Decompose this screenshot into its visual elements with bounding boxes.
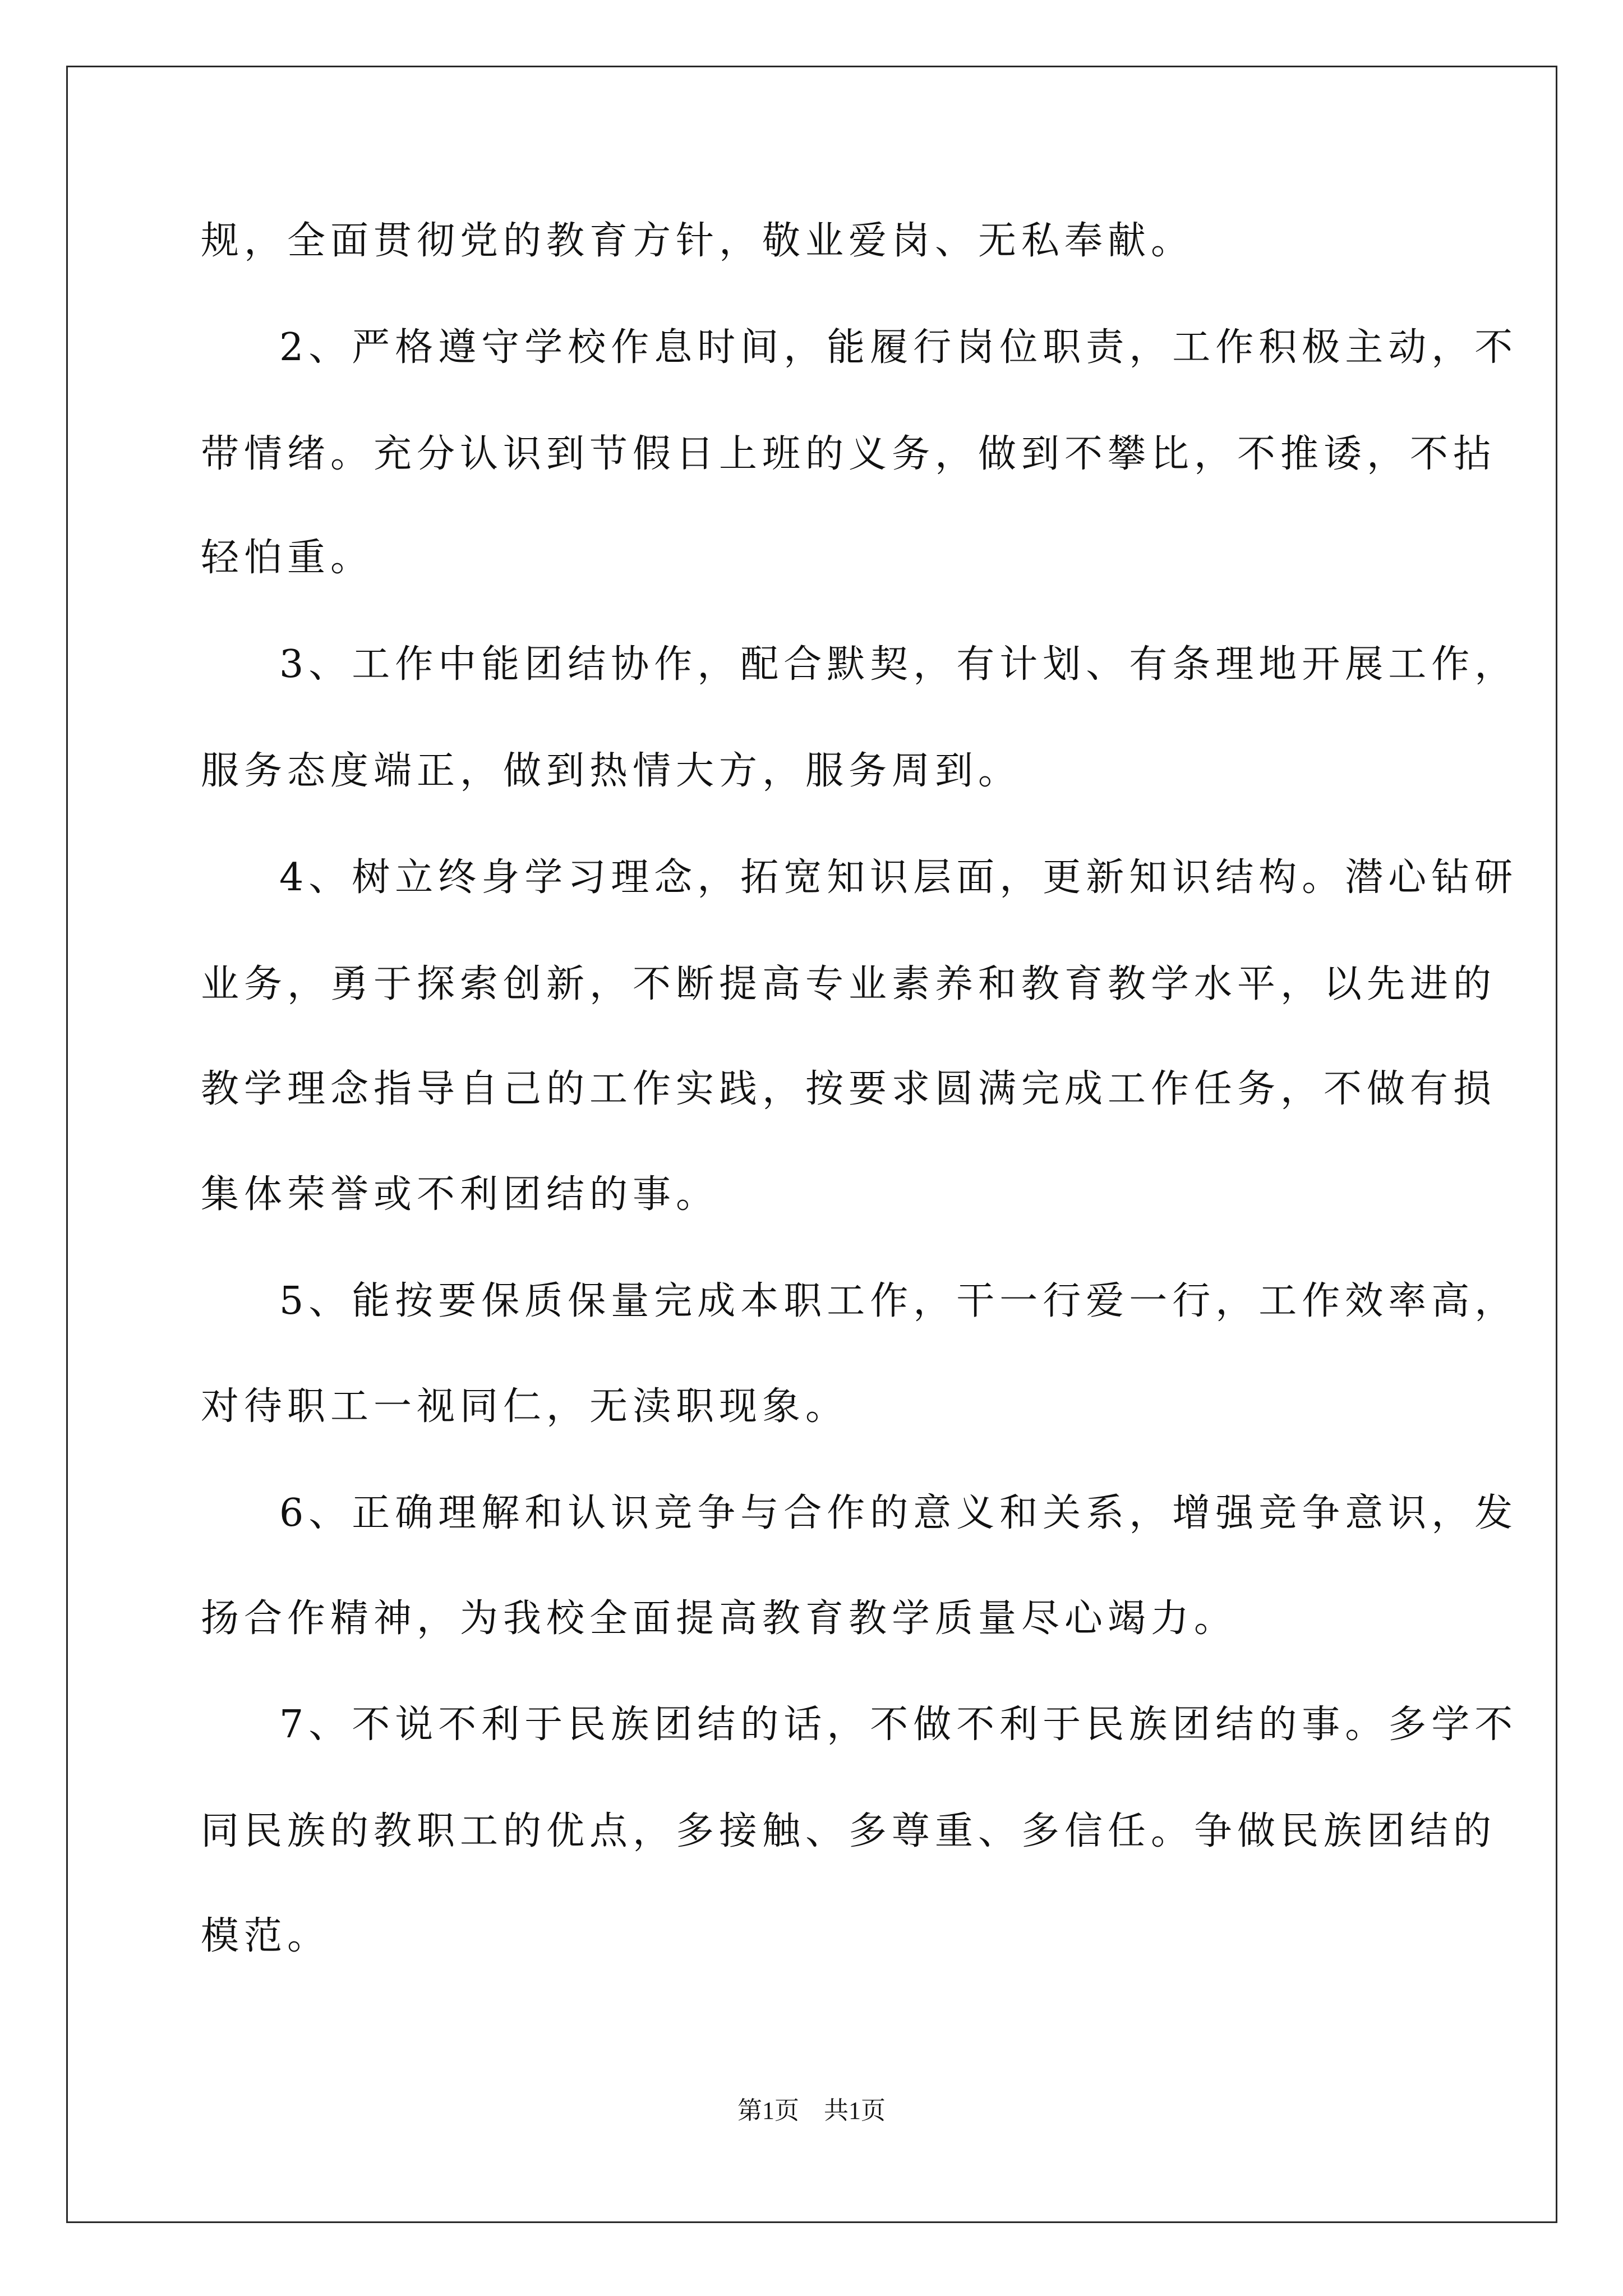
text-line: 5、能按要保质保量完成本职工作，干一行爱一行，工作效率高， [279, 1279, 1518, 1323]
text-line: 服务态度端正，做到热情大方，服务周到。 [201, 749, 1022, 793]
text-line: 6、正确理解和认识竞争与合作的意义和关系，增强竞争意识，发 [279, 1491, 1518, 1535]
text-line: 同民族的教职工的优点，多接触、多尊重、多信任。争做民族团结的 [201, 1809, 1497, 1853]
text-line: 7、不说不利于民族团结的话，不做不利于民族团结的事。多学不 [279, 1703, 1518, 1747]
text-line: 模范。 [201, 1914, 331, 1958]
text-line: 4、树立终身学习理念，拓宽知识层面，更新知识结构。潜心钻研 [279, 855, 1518, 900]
page-border [66, 66, 1557, 2223]
text-line: 轻怕重。 [201, 536, 374, 580]
text-line: 2、严格遵守学校作息时间，能履行岗位职责，工作积极主动，不 [279, 325, 1518, 370]
page-number-footer: 第1页 共1页 [737, 2097, 886, 2124]
text-line: 扬合作精神，为我校全面提高教育教学质量尽心竭力。 [201, 1596, 1238, 1641]
text-line: 带情绪。充分认识到节假日上班的义务，做到不攀比，不推诿，不拈 [201, 432, 1497, 476]
text-line: 教学理念指导自己的工作实践，按要求圆满完成工作任务，不做有损 [201, 1067, 1497, 1111]
text-line: 对待职工一视同仁，无渎职现象。 [201, 1384, 849, 1429]
text-line: 集体荣誉或不利团结的事。 [201, 1172, 720, 1217]
text-line: 规，全面贯彻党的教育方针，敬业爱岗、无私奉献。 [201, 219, 1195, 263]
text-line: 3、工作中能团结协作，配合默契，有计划、有条理地开展工作， [279, 642, 1518, 687]
text-line: 业务，勇于探索创新，不断提高专业素养和教育教学水平，以先进的 [201, 962, 1497, 1006]
